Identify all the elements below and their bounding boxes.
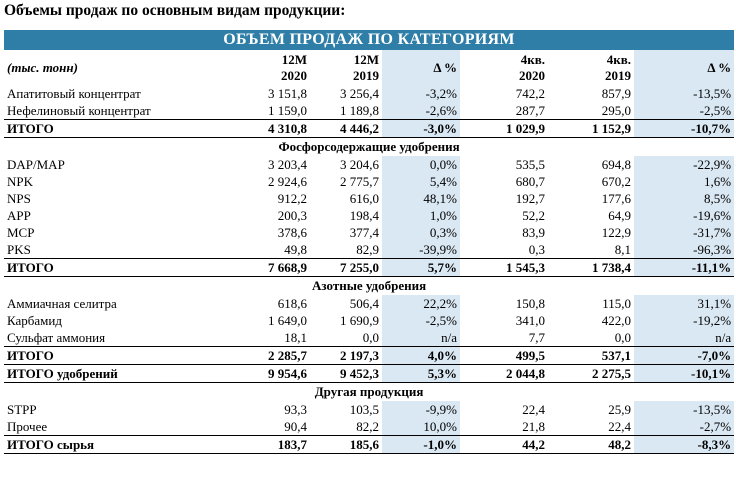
header-4q-2019: 4кв. 2019 (605, 51, 631, 83)
row-label: DAP/MAP (7, 157, 65, 172)
value-12m-2019: 198,4 (349, 208, 379, 223)
value-4q-2020: 0,3 (528, 242, 545, 257)
value-12m-2020: 7 668,9 (242, 259, 310, 277)
table-row (4, 295, 734, 312)
row-label: MCP (7, 225, 35, 240)
value-12m-2019: 377,4 (349, 225, 379, 240)
value-12m-2020: 90,4 (284, 419, 307, 434)
row-label: ИТОГО (4, 120, 242, 138)
value-4q-2020: 150,8 (515, 296, 545, 311)
value-4q-2019: 670,2 (601, 174, 631, 189)
value-12m-2019: 7 255,0 (310, 259, 382, 277)
value-12m-2020: 912,2 (277, 191, 307, 206)
delta-12m: -9,9% (382, 401, 460, 418)
header-delta-4q: Δ % (634, 50, 734, 85)
value-4q-2020: 1 545,3 (460, 259, 548, 277)
value-12m-2020: 49,8 (284, 242, 307, 257)
section-header-row (4, 277, 734, 296)
delta-12m: -2,6% (382, 102, 460, 120)
delta-4q: -31,7% (634, 224, 734, 241)
header-delta-12m: Δ % (382, 50, 460, 85)
value-12m-2020: 9 954,6 (242, 365, 310, 383)
table-row (4, 156, 734, 173)
table-row (4, 173, 734, 190)
row-label: Апатитовый концентрат (7, 86, 141, 101)
delta-12m: -3,0% (382, 120, 460, 138)
delta-12m: -2,5% (382, 312, 460, 329)
delta-4q: n/a (634, 329, 734, 347)
delta-12m: 22,2% (382, 295, 460, 312)
value-4q-2019: 1 152,9 (548, 120, 634, 138)
value-12m-2019: 506,4 (349, 296, 379, 311)
table-header-row (4, 50, 734, 85)
value-4q-2020: 52,2 (522, 208, 545, 223)
delta-4q: -7,0% (634, 347, 734, 365)
value-12m-2019: 82,9 (356, 242, 379, 257)
table-row (4, 224, 734, 241)
value-12m-2019: 4 446,2 (310, 120, 382, 138)
delta-12m: 0,3% (382, 224, 460, 241)
value-4q-2020: 680,7 (515, 174, 545, 189)
table-row (4, 102, 734, 120)
total-row (4, 436, 734, 454)
value-4q-2019: 2 275,5 (548, 365, 634, 383)
value-12m-2020: 200,3 (277, 208, 307, 223)
value-12m-2020: 1 649,0 (268, 313, 307, 328)
delta-12m: 0,0% (382, 156, 460, 173)
row-label: PKS (7, 242, 31, 257)
delta-12m: 1,0% (382, 207, 460, 224)
delta-4q: -13,5% (634, 401, 734, 418)
unit-label: (тыс. тонн) (7, 59, 78, 75)
total-row (4, 259, 734, 277)
value-4q-2020: 742,2 (515, 86, 545, 101)
value-12m-2019: 9 452,3 (310, 365, 382, 383)
value-12m-2019: 616,0 (349, 191, 379, 206)
value-12m-2020: 378,6 (277, 225, 307, 240)
value-4q-2020: 341,0 (515, 313, 545, 328)
delta-12m: 5,7% (382, 259, 460, 277)
row-label: STPP (7, 402, 37, 417)
delta-12m: 5,4% (382, 173, 460, 190)
row-label: ИТОГО (4, 259, 242, 277)
value-12m-2019: 2 775,7 (340, 174, 379, 189)
value-4q-2020: 44,2 (460, 436, 548, 454)
delta-4q: 8,5% (634, 190, 734, 207)
row-label: Аммиачная селитра (7, 296, 117, 311)
value-12m-2019: 2 197,3 (310, 347, 382, 365)
value-4q-2019: 22,4 (608, 419, 631, 434)
value-4q-2020: 21,8 (522, 419, 545, 434)
delta-12m: -39,9% (382, 241, 460, 259)
value-4q-2020: 499,5 (460, 347, 548, 365)
value-12m-2019: 1 690,9 (340, 313, 379, 328)
row-label: Сульфат аммония (7, 330, 106, 345)
sales-volume-table (4, 30, 734, 454)
delta-12m: 5,3% (382, 365, 460, 383)
value-4q-2019: 177,6 (601, 191, 631, 206)
delta-12m: 48,1% (382, 190, 460, 207)
row-label: Нефелиновый концентрат (7, 103, 151, 118)
delta-4q: -19,6% (634, 207, 734, 224)
delta-4q: -22,9% (634, 156, 734, 173)
delta-12m: n/a (382, 329, 460, 347)
value-12m-2020: 2 924,6 (268, 174, 307, 189)
value-4q-2020: 1 029,9 (460, 120, 548, 138)
delta-4q: -2,7% (634, 418, 734, 436)
value-4q-2019: 1 738,4 (548, 259, 634, 277)
delta-4q: -96,3% (634, 241, 734, 259)
table-row (4, 190, 734, 207)
value-4q-2020: 22,4 (522, 402, 545, 417)
value-4q-2020: 83,9 (522, 225, 545, 240)
value-12m-2019: 185,6 (310, 436, 382, 454)
table-banner-row (4, 30, 734, 50)
value-12m-2019: 82,2 (356, 419, 379, 434)
row-label: Прочее (7, 419, 48, 434)
delta-12m: -1,0% (382, 436, 460, 454)
table-row (4, 329, 734, 347)
delta-4q: -2,5% (634, 102, 734, 120)
row-label: NPS (7, 191, 31, 206)
value-12m-2020: 93,3 (284, 402, 307, 417)
delta-4q: -8,3% (634, 436, 734, 454)
value-12m-2020: 18,1 (284, 330, 307, 345)
value-12m-2020: 1 159,0 (268, 103, 307, 118)
section-header-row (4, 383, 734, 402)
value-12m-2020: 3 151,8 (268, 86, 307, 101)
total-row (4, 365, 734, 383)
row-label: NPK (7, 174, 34, 189)
value-4q-2020: 192,7 (515, 191, 545, 206)
value-4q-2020: 7,7 (528, 330, 545, 345)
delta-12m: 10,0% (382, 418, 460, 436)
row-label: ИТОГО удобрений (4, 365, 242, 383)
section-title: Другая продукция (314, 384, 424, 399)
header-12m-2020: 12M 2020 (281, 51, 307, 83)
delta-12m: 4,0% (382, 347, 460, 365)
table-row (4, 401, 734, 418)
value-4q-2020: 287,7 (515, 103, 545, 118)
value-4q-2020: 2 044,8 (460, 365, 548, 383)
row-label: ИТОГО (4, 347, 242, 365)
section-header-row (4, 138, 734, 157)
value-12m-2020: 2 285,7 (242, 347, 310, 365)
value-4q-2019: 48,2 (548, 436, 634, 454)
delta-4q: -10,1% (634, 365, 734, 383)
value-4q-2019: 8,1 (614, 242, 631, 257)
value-4q-2019: 122,9 (601, 225, 631, 240)
sales-table-container (4, 30, 734, 454)
total-row (4, 347, 734, 365)
row-label: ИТОГО сырья (4, 436, 242, 454)
page-title: Объемы продаж по основным видам продукции: (4, 2, 346, 19)
value-4q-2020: 535,5 (515, 157, 545, 172)
value-4q-2019: 0,0 (614, 330, 631, 345)
delta-4q: 1,6% (634, 173, 734, 190)
header-4q-2020: 4кв. 2020 (519, 51, 545, 83)
section-title: Фосфорсодержащие удобрения (278, 139, 460, 154)
value-12m-2019: 103,5 (349, 402, 379, 417)
header-12m-2019: 12M 2019 (353, 51, 379, 83)
value-12m-2020: 618,6 (277, 296, 307, 311)
value-12m-2020: 4 310,8 (242, 120, 310, 138)
delta-12m: -3,2% (382, 85, 460, 102)
table-row (4, 241, 734, 259)
value-12m-2020: 183,7 (242, 436, 310, 454)
value-12m-2020: 3 203,4 (268, 157, 307, 172)
delta-4q: 31,1% (634, 295, 734, 312)
row-label: Карбамид (7, 313, 62, 328)
value-4q-2019: 422,0 (601, 313, 631, 328)
table-row (4, 418, 734, 436)
value-12m-2019: 3 256,4 (340, 86, 379, 101)
row-label: APP (7, 208, 31, 223)
value-12m-2019: 3 204,6 (340, 157, 379, 172)
total-row (4, 120, 734, 138)
table-row (4, 312, 734, 329)
section-title: Азотные удобрения (311, 278, 427, 293)
value-12m-2019: 0,0 (362, 330, 379, 345)
delta-4q: -19,2% (634, 312, 734, 329)
delta-4q: -11,1% (634, 259, 734, 277)
value-4q-2019: 115,0 (602, 296, 631, 311)
table-row (4, 85, 734, 102)
delta-4q: -13,5% (634, 85, 734, 102)
table-row (4, 207, 734, 224)
value-4q-2019: 857,9 (601, 86, 631, 101)
value-4q-2019: 64,9 (608, 208, 631, 223)
value-12m-2019: 1 189,8 (340, 103, 379, 118)
value-4q-2019: 25,9 (608, 402, 631, 417)
value-4q-2019: 295,0 (601, 103, 631, 118)
value-4q-2019: 694,8 (601, 157, 631, 172)
delta-4q: -10,7% (634, 120, 734, 138)
table-banner: ОБЪЕМ ПРОДАЖ ПО КАТЕГОРИЯМ (4, 30, 734, 50)
value-4q-2019: 537,1 (548, 347, 634, 365)
